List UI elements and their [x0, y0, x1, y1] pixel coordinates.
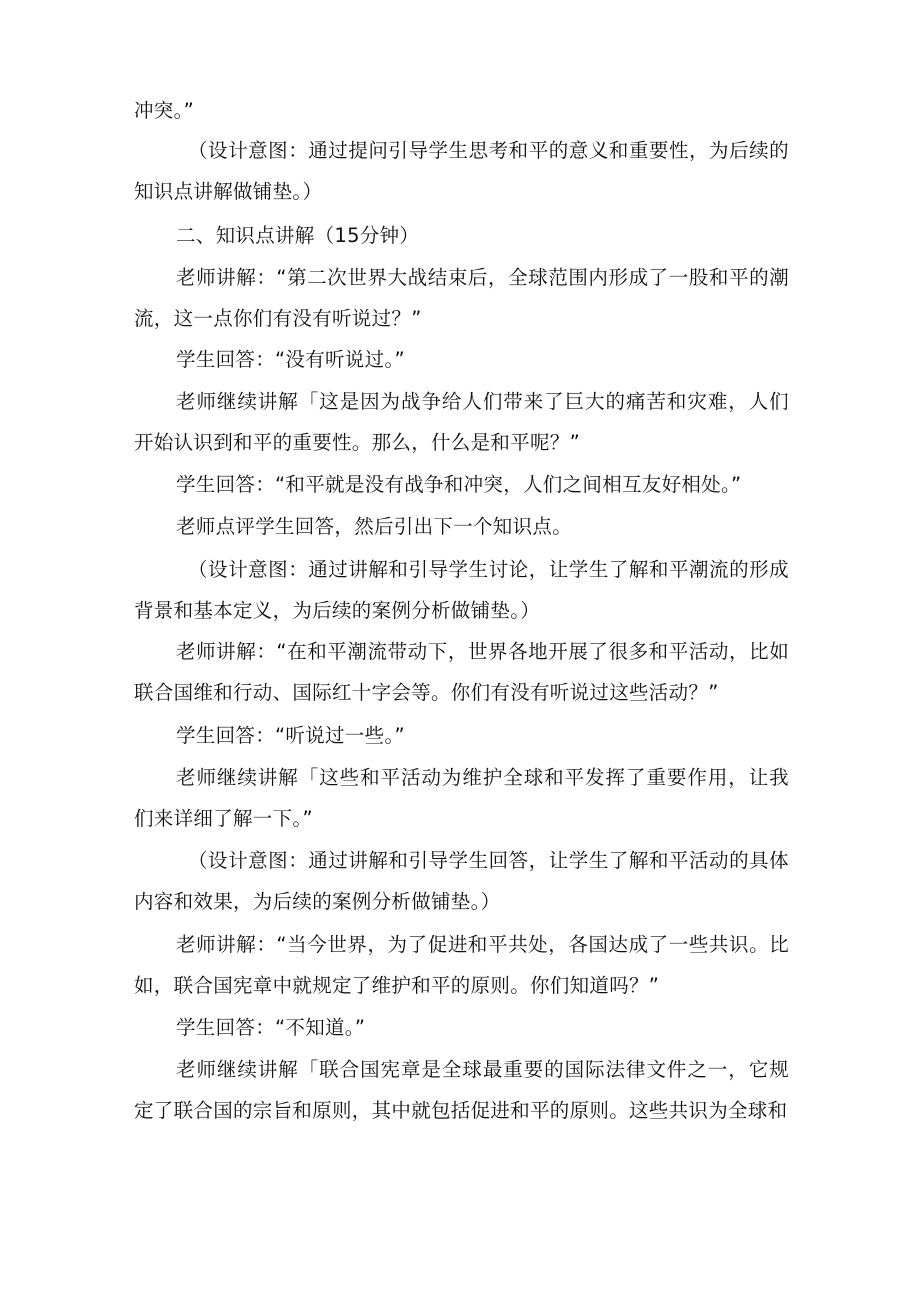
- paragraph-12: 老师继续讲解「这些和平活动为维护全球和平发挥了重要作用，让我们来详细了解一下。”: [134, 766, 789, 830]
- paragraph-14: 老师讲解：“当今世界，为了促进和平共处，各国达成了一些共识。比如，联合国宪章中就规定了维护和平的原则。你们知道吗？”: [134, 933, 789, 997]
- paragraph-13: （设计意图：通过讲解和引导学生回答，让学生了解和平活动的具体内容和效果，为后续的案例分析做铺垫。）: [134, 849, 789, 913]
- paragraph-10: 老师讲解：“在和平潮流带动下，世界各地开展了很多和平活动，比如联合国维和行动、国际红十字会等。你们有没有听说过这些活动？”: [134, 640, 789, 704]
- paragraph-1: 冲突。”: [134, 99, 195, 122]
- paragraph-15: 学生回答：“不知道。”: [176, 1016, 366, 1039]
- paragraph-11: 学生回答：“听说过一些。”: [176, 724, 405, 747]
- paragraph-8: 老师点评学生回答，然后引出下一个知识点。: [176, 515, 573, 538]
- paragraph-4: 老师讲解：“第二次世界大战结束后，全球范围内形成了一股和平的潮流，这一点你们有没有听说过？”: [134, 266, 789, 330]
- paragraph-5: 学生回答：“没有听说过。”: [176, 348, 405, 371]
- paragraph-7: 学生回答：“和平就是没有战争和冲突，人们之间相互友好相处。”: [176, 473, 742, 496]
- paragraph-6: 老师继续讲解「这是因为战争给人们带来了巨大的痛苦和灾难，人们开始认识到和平的重要性。那么，什么是和平呢？”: [134, 390, 789, 454]
- paragraph-16: 老师继续讲解「联合国宪章是全球最重要的国际法律文件之一，它规定了联合国的宗旨和原则，其中就包括促进和平的原则。这些共识为全球和: [134, 1058, 789, 1122]
- section-heading: 二、知识点讲解（15分钟）: [176, 224, 420, 247]
- paragraph-9: （设计意图：通过讲解和引导学生讨论，让学生了解和平潮流的形成背景和基本定义，为后续的案例分析做铺垫。）: [134, 558, 789, 622]
- paragraph-2: （设计意图：通过提问引导学生思考和平的意义和重要性，为后续的知识点讲解做铺垫。）: [134, 139, 789, 203]
